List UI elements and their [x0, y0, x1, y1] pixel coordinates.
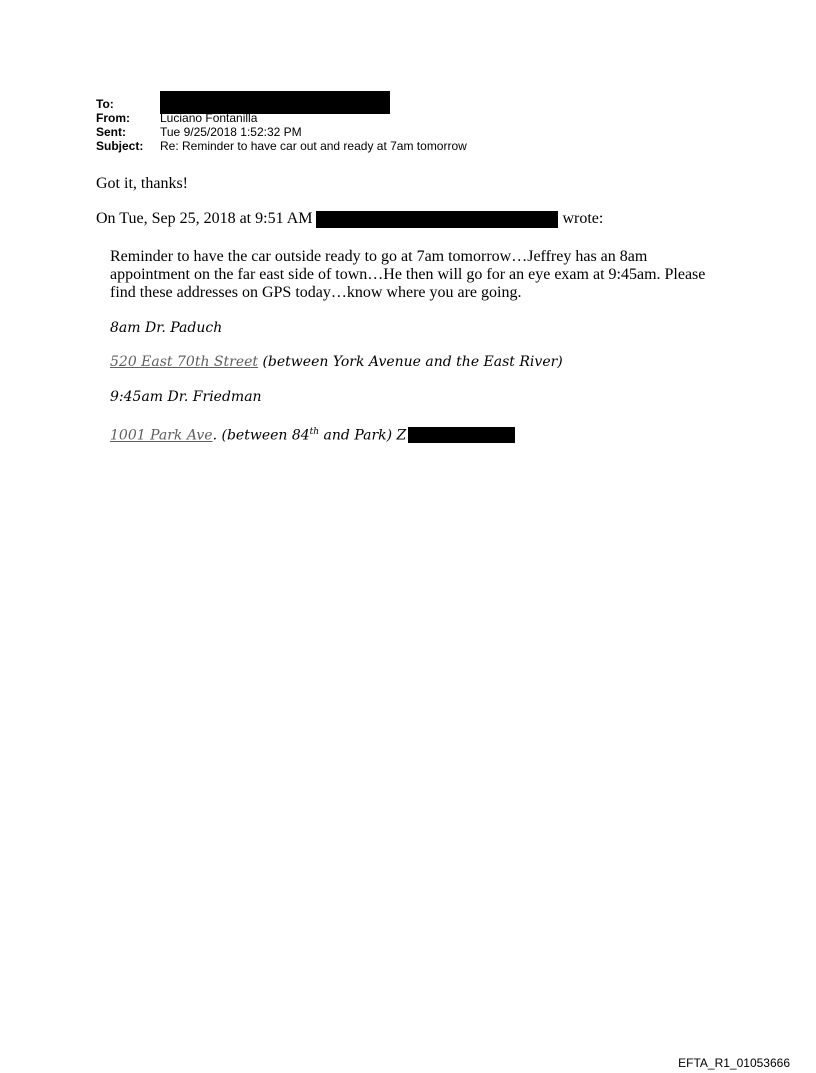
appt1-note: (between York Avenue and the East River)	[258, 354, 563, 370]
subject-row	[96, 139, 467, 153]
appt2-title: 9:45am Dr. Friedman	[110, 389, 262, 405]
appt2-address-link[interactable]: 1001 Park Ave	[110, 427, 213, 444]
redacted-phone	[408, 427, 515, 443]
to-row	[96, 97, 467, 111]
reply-text: Got it, thanks!	[96, 175, 188, 192]
quoted-paragraph	[110, 248, 730, 302]
quoted-line: appointment on the far east side of town…He then will go for an eye exam at 9:45am. Please	[110, 266, 706, 283]
appt1-address	[110, 353, 563, 371]
appt2-address	[110, 423, 515, 445]
sent-value: Tue 9/25/2018 1:52:32 PM	[160, 125, 302, 139]
appt2-note-b: and Park) Z	[319, 427, 407, 444]
sent-label: Sent:	[96, 125, 126, 139]
email-header	[96, 97, 467, 153]
quote-attribution	[96, 210, 603, 228]
sent-row	[96, 125, 467, 139]
redacted-sender	[316, 211, 558, 228]
quoted-line: find these addresses on GPS today…know where you are going.	[110, 284, 522, 301]
appt2-note-sup: th	[309, 427, 320, 437]
from-label: From:	[96, 111, 130, 125]
from-row	[96, 111, 467, 125]
document-id: EFTA_R1_01053666	[678, 1056, 790, 1070]
appt1-address-link[interactable]: 520 East 70th Street	[110, 354, 259, 370]
appt1-title: 8am Dr. Paduch	[110, 320, 223, 336]
subject-label: Subject:	[96, 139, 144, 153]
to-label: To:	[96, 97, 114, 111]
subject-value: Re: Reminder to have car out and ready at 7am tomorrow	[160, 139, 467, 153]
quoted-line: Reminder to have the car outside ready to go at 7am tomorrow…Jeffrey has an 8am	[110, 248, 648, 265]
quote-wrote: wrote:	[562, 210, 604, 227]
from-value: Luciano Fontanilla	[160, 111, 258, 125]
quoted-message	[110, 248, 730, 302]
appt2-note-a: . (between 84	[212, 427, 310, 444]
quote-intro: On Tue, Sep 25, 2018 at 9:51 AM	[96, 210, 313, 227]
